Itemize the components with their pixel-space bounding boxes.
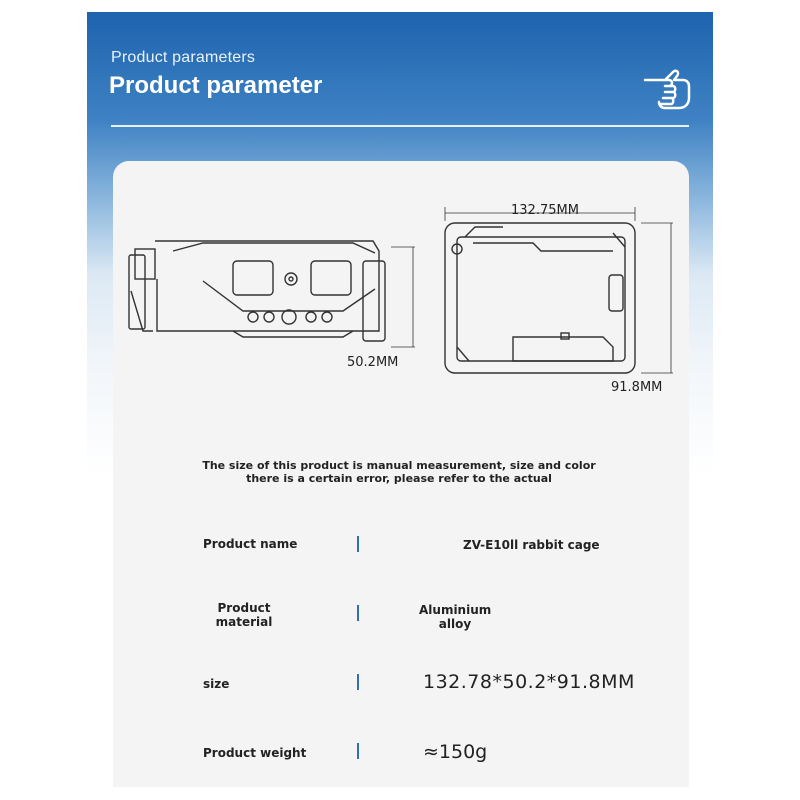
- param-value-size: 132.78*50.2*91.8MM: [423, 671, 635, 693]
- param-label-product-name: Product name: [203, 537, 298, 551]
- param-label-product-material: Product material: [215, 601, 273, 629]
- side-view-drawing: [129, 241, 385, 341]
- pointing-hand-icon: [643, 66, 693, 112]
- row-divider-bar: [357, 605, 359, 621]
- product-parameter-panel: [87, 12, 713, 787]
- param-label-size: size: [203, 677, 230, 691]
- width-dimension-label: 132.75MM: [511, 203, 579, 218]
- depth-dimension-label: 50.2MM: [347, 355, 399, 370]
- row-divider-bar: [357, 536, 359, 552]
- header-divider: [111, 125, 689, 127]
- measurement-note: The size of this product is manual measurement, size and color there is a certain error, please refer to the actual: [202, 459, 596, 485]
- front-view-drawing: [445, 223, 635, 373]
- param-value-product-name: ZV-E10ll rabbit cage: [463, 538, 600, 552]
- row-divider-bar: [357, 743, 359, 759]
- height-dimension-label: 91.8MM: [611, 380, 663, 395]
- header-subtitle: Product parameters: [111, 49, 256, 66]
- param-value-product-material: Aluminium alloy: [419, 603, 492, 631]
- cage-dimension-drawing: [113, 161, 689, 391]
- page-title: Product parameter: [109, 72, 323, 99]
- row-divider-bar: [357, 674, 359, 690]
- param-value-product-weight: ≈150g: [423, 741, 488, 763]
- parameter-card: [113, 161, 689, 787]
- param-label-product-weight: Product weight: [203, 746, 307, 760]
